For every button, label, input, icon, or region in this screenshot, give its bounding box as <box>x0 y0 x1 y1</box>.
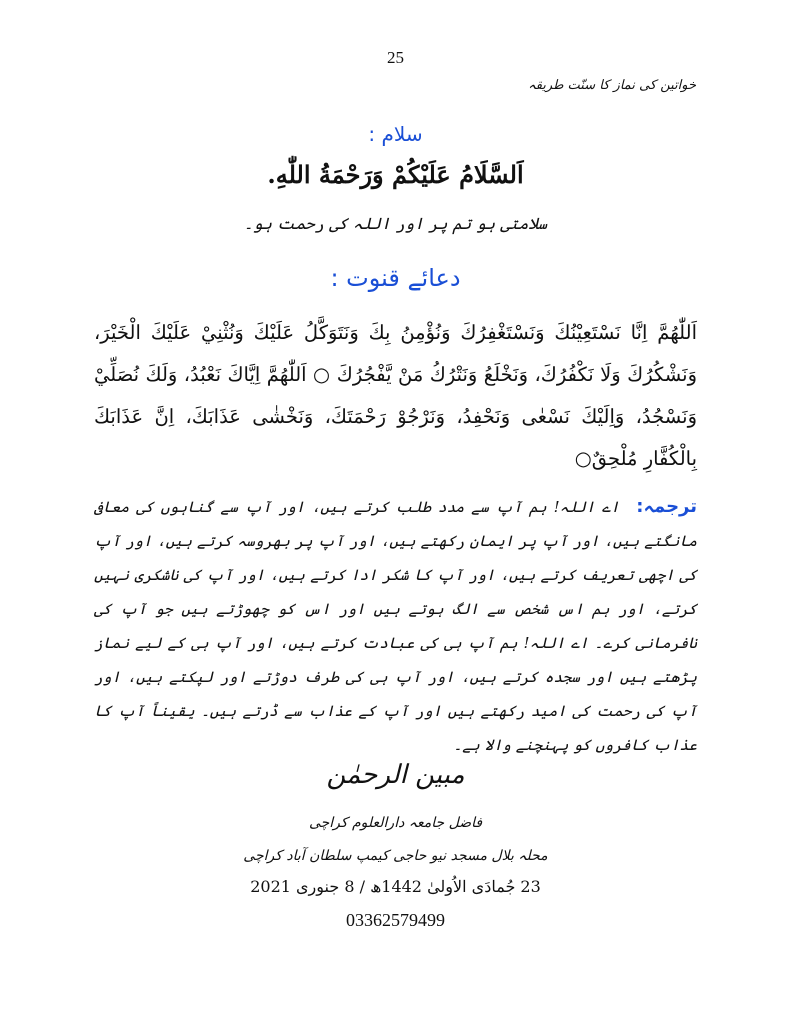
running-header: خواتین کی نماز کا سنّت طریقہ <box>528 78 696 93</box>
qunoot-arabic-text: اَللّٰهُمَّ اِنَّا نَسْتَعِيْنُكَ وَنَسْتَغْفِرُكَ وَنُؤْمِنُ بِكَ وَنَتَوَكَّلُ عَلَيْكَ وَنُثْنِيْ عَلَيْكَ الْخَيْرَ، وَنَشْكُرُكَ وَلَا نَكْفُرُكَ، وَنَخْلَعُ وَنَتْرُكُ مَنْ يَّفْجُرُكَ ○ اَللّٰهُمَّ اِيَّاكَ نَعْبُدُ، وَلَكَ نُصَلِّيْ وَنَسْجُدُ، وَاِلَيْكَ نَسْعٰى وَنَحْفِدُ، وَنَرْجُوْ رَحْمَتَكَ، وَنَخْشٰى عَذَابَكَ، اِنَّ عَذَابَكَ بِالْكُفَّارِ مُلْحِقٌ○ <box>94 321 697 470</box>
author-address: محلہ بلال مسجد نیو حاجی کیمپ سلطان آباد کراچی <box>243 848 548 864</box>
author-signature: مبین الرحمٰن <box>326 760 465 790</box>
salam-translation: سلامتی ہو تم پر اور اللہ کی رحمت ہو۔ <box>243 214 548 233</box>
salam-heading: سلام : <box>368 122 423 146</box>
author-date: 23 جُمادَی الاُولیٰ 1442ھ / 8 جنوری 2021 <box>250 877 541 896</box>
qunoot-heading: دعائے قنوت : <box>330 264 461 292</box>
translation-paragraph <box>94 490 697 762</box>
salam-arabic-text: اَلسَّلَامُ عَلَيْكُمْ وَرَحْمَةُ اللّٰهِ. <box>267 160 524 189</box>
author-credit: فاضل جامعہ دارالعلوم کراچی <box>308 815 483 831</box>
author-phone: 03362579499 <box>346 910 445 930</box>
translation-text: اے اللہ! ہم آپ سے مدد طلب کرتے ہیں، اور آپ سے گناہوں کی معافی مانگتے ہیں، اور آپ پر ایمان رکھتے ہیں، اور آپ پر بھروسہ کرتے ہیں، اور آپ کی اچھی تعریف کرتے ہیں، اور آپ کا شکر ادا کرتے ہیں، اور آپ کی ناشکری نہیں کرتے، اور ہم اس شخص سے الگ ہوتے ہیں اور اس کو چھوڑتے ہیں جو آپ کی نافرمانی کرے۔ اے اللہ! ہم آپ ہی کی عبادت کرتے ہیں، اور آپ ہی کے لیے نماز پڑھتے ہیں اور سجدہ کرتے ہیں، اور آپ ہی کی طرف دوڑتے اور لپکتے ہیں، اور آپ کی رحمت کی امید رکھتے ہیں اور آپ کے عذاب سے ڈرتے ہیں۔ یقیناً آپ کا عذاب کافروں کو پہنچنے والا ہے۔ <box>94 498 697 754</box>
page-number: 25 <box>387 48 404 67</box>
translation-label: ترجمہ: <box>636 496 697 517</box>
